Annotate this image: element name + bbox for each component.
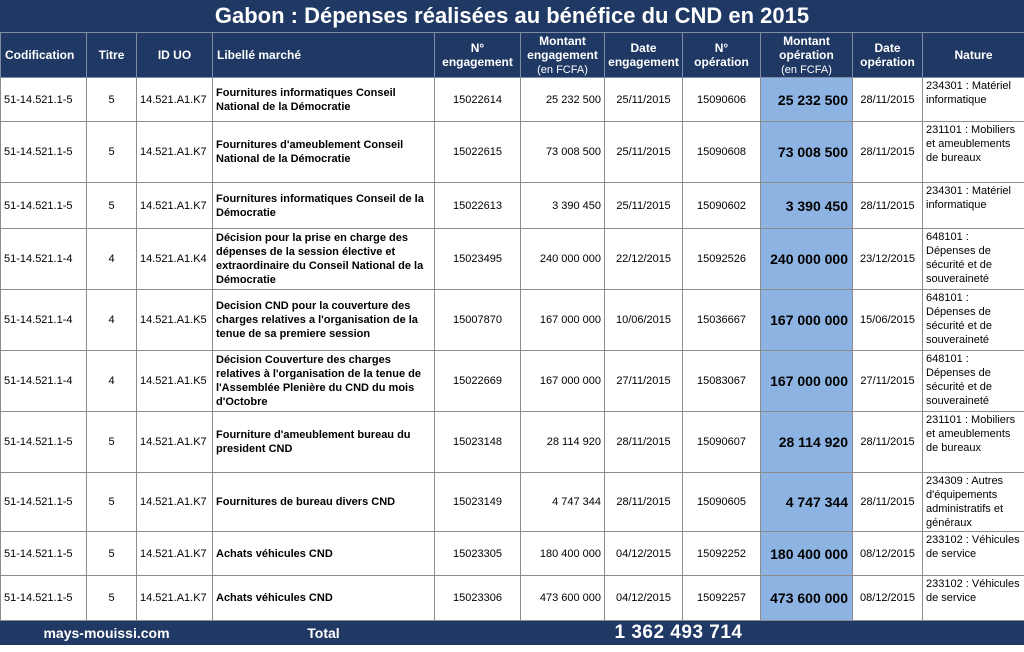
total-value: 1 362 493 714 (435, 621, 923, 645)
cell-codification: 51-14.521.1-5 (1, 122, 87, 183)
cell-codification: 51-14.521.1-5 (1, 78, 87, 122)
cell-libelle: Fourniture d'ameublement bureau du president CND (213, 412, 435, 473)
cell-id-uo: 14.521.A1.K4 (137, 229, 213, 290)
page-title: Gabon : Dépenses réalisées au bénéfice du CND en 2015 (0, 0, 1024, 32)
cell-montant-engagement: 3 390 450 (521, 183, 605, 229)
cell-titre: 5 (87, 183, 137, 229)
cell-montant-engagement: 240 000 000 (521, 229, 605, 290)
table-row (1, 78, 1024, 122)
table-header-row (1, 33, 1024, 78)
cell-n-engagement: 15022614 (435, 78, 521, 122)
cell-id-uo: 14.521.A1.K7 (137, 122, 213, 183)
cell-codification: 51-14.521.1-4 (1, 229, 87, 290)
cell-date-engagement: 10/06/2015 (605, 290, 683, 351)
cell-codification: 51-14.521.1-4 (1, 290, 87, 351)
header-nature: Nature (923, 33, 1024, 78)
cell-date-engagement: 28/11/2015 (605, 412, 683, 473)
cell-montant-engagement: 167 000 000 (521, 351, 605, 412)
header-montant-engagement: Montant engagement (en FCFA) (521, 33, 605, 78)
cell-libelle: Achats véhicules CND (213, 576, 435, 621)
cell-date-engagement: 25/11/2015 (605, 183, 683, 229)
cell-date-operation: 28/11/2015 (853, 183, 923, 229)
cell-nature: 231101 : Mobiliers et ameublements de bureaux (923, 122, 1024, 183)
table-row (1, 473, 1024, 532)
cell-date-operation: 15/06/2015 (853, 290, 923, 351)
cell-date-operation: 28/11/2015 (853, 473, 923, 532)
cell-libelle: Décision pour la prise en charge des dépenses de la session élective et extraordinaire du Conseil National de la Démocratie (213, 229, 435, 290)
cell-montant-operation: 3 390 450 (761, 183, 853, 229)
cell-titre: 5 (87, 122, 137, 183)
cell-date-engagement: 27/11/2015 (605, 351, 683, 412)
cell-montant-operation: 240 000 000 (761, 229, 853, 290)
cell-montant-engagement: 180 400 000 (521, 532, 605, 576)
cell-nature: 233102 : Véhicules de service (923, 532, 1024, 576)
table-row (1, 290, 1024, 351)
site-credit: mays-mouissi.com (1, 621, 213, 645)
cell-date-engagement: 22/12/2015 (605, 229, 683, 290)
cell-montant-operation: 28 114 920 (761, 412, 853, 473)
cell-titre: 4 (87, 351, 137, 412)
cell-codification: 51-14.521.1-5 (1, 183, 87, 229)
cell-libelle: Achats véhicules CND (213, 532, 435, 576)
cell-date-operation: 27/11/2015 (853, 351, 923, 412)
cell-nature: 648101 : Dépenses de sécurité et de souveraineté (923, 290, 1024, 351)
table-row (1, 229, 1024, 290)
cell-montant-engagement: 28 114 920 (521, 412, 605, 473)
cell-date-engagement: 04/12/2015 (605, 576, 683, 621)
cell-montant-engagement: 167 000 000 (521, 290, 605, 351)
cell-montant-operation: 25 232 500 (761, 78, 853, 122)
cell-id-uo: 14.521.A1.K7 (137, 532, 213, 576)
cell-codification: 51-14.521.1-5 (1, 412, 87, 473)
cell-n-operation: 15090602 (683, 183, 761, 229)
cell-id-uo: 14.521.A1.K7 (137, 576, 213, 621)
cell-titre: 5 (87, 576, 137, 621)
cell-nature: 648101 : Dépenses de sécurité et de souveraineté (923, 351, 1024, 412)
table-row (1, 412, 1024, 473)
cell-n-operation: 15083067 (683, 351, 761, 412)
cell-n-engagement: 15022615 (435, 122, 521, 183)
cell-n-engagement: 15023148 (435, 412, 521, 473)
cell-codification: 51-14.521.1-5 (1, 576, 87, 621)
cell-libelle: Fournitures de bureau divers CND (213, 473, 435, 532)
cell-codification: 51-14.521.1-4 (1, 351, 87, 412)
cell-id-uo: 14.521.A1.K5 (137, 290, 213, 351)
table-row (1, 532, 1024, 576)
cell-titre: 5 (87, 412, 137, 473)
header-date-operation: Date opération (853, 33, 923, 78)
cell-id-uo: 14.521.A1.K7 (137, 473, 213, 532)
table-row (1, 183, 1024, 229)
expenses-table (0, 32, 1024, 645)
cell-n-engagement: 15022613 (435, 183, 521, 229)
cell-titre: 4 (87, 229, 137, 290)
cell-nature: 234309 : Autres d'équipements administratifs et généraux (923, 473, 1024, 532)
cell-nature: 234301 : Matériel informatique (923, 183, 1024, 229)
cell-montant-operation: 73 008 500 (761, 122, 853, 183)
cell-montant-engagement: 473 600 000 (521, 576, 605, 621)
cell-n-engagement: 15022669 (435, 351, 521, 412)
cell-n-operation: 15092257 (683, 576, 761, 621)
cell-montant-operation: 473 600 000 (761, 576, 853, 621)
cell-montant-operation: 167 000 000 (761, 290, 853, 351)
cell-n-operation: 15036667 (683, 290, 761, 351)
cell-n-operation: 15092526 (683, 229, 761, 290)
header-id-uo: ID UO (137, 33, 213, 78)
header-montant-operation: Montant opération (en FCFA) (761, 33, 853, 78)
cell-date-operation: 28/11/2015 (853, 78, 923, 122)
cell-n-operation: 15092252 (683, 532, 761, 576)
cell-nature: 231101 : Mobiliers et ameublements de bureaux (923, 412, 1024, 473)
cell-id-uo: 14.521.A1.K7 (137, 412, 213, 473)
cell-libelle: Fournitures d'ameublement Conseil National de la Démocratie (213, 122, 435, 183)
total-row-empty-cell (923, 621, 1024, 645)
cell-montant-operation: 4 747 344 (761, 473, 853, 532)
cell-n-engagement: 15023306 (435, 576, 521, 621)
cell-montant-operation: 180 400 000 (761, 532, 853, 576)
cell-date-engagement: 28/11/2015 (605, 473, 683, 532)
cell-date-operation: 23/12/2015 (853, 229, 923, 290)
cell-n-engagement: 15007870 (435, 290, 521, 351)
header-date-engagement: Date engagement (605, 33, 683, 78)
header-codification: Codification (1, 33, 87, 78)
cell-nature: 233102 : Véhicules de service (923, 576, 1024, 621)
cell-n-engagement: 15023305 (435, 532, 521, 576)
table-row (1, 576, 1024, 621)
cell-date-operation: 28/11/2015 (853, 122, 923, 183)
cell-titre: 4 (87, 290, 137, 351)
cell-date-operation: 08/12/2015 (853, 576, 923, 621)
cell-id-uo: 14.521.A1.K7 (137, 183, 213, 229)
cell-libelle: Décision Couverture des charges relatives à l'organisation de la tenue de l'Assemblée Plenière du CND du mois d'Octobre (213, 351, 435, 412)
cell-montant-engagement: 25 232 500 (521, 78, 605, 122)
cell-libelle: Fournitures informatiques Conseil de la Démocratie (213, 183, 435, 229)
cell-titre: 5 (87, 473, 137, 532)
cell-titre: 5 (87, 532, 137, 576)
cell-codification: 51-14.521.1-5 (1, 473, 87, 532)
cell-n-operation: 15090607 (683, 412, 761, 473)
cell-n-engagement: 15023149 (435, 473, 521, 532)
cell-titre: 5 (87, 78, 137, 122)
header-n-engagement: N° engagement (435, 33, 521, 78)
cell-montant-engagement: 4 747 344 (521, 473, 605, 532)
cell-date-engagement: 25/11/2015 (605, 78, 683, 122)
cell-n-engagement: 15023495 (435, 229, 521, 290)
cell-n-operation: 15090608 (683, 122, 761, 183)
header-libelle: Libellé marché (213, 33, 435, 78)
header-titre: Titre (87, 33, 137, 78)
cell-nature: 648101 : Dépenses de sécurité et de souveraineté (923, 229, 1024, 290)
header-n-operation: N° opération (683, 33, 761, 78)
cell-date-operation: 08/12/2015 (853, 532, 923, 576)
cell-codification: 51-14.521.1-5 (1, 532, 87, 576)
total-row (1, 621, 1024, 645)
table-row (1, 351, 1024, 412)
cell-montant-engagement: 73 008 500 (521, 122, 605, 183)
cell-nature: 234301 : Matériel informatique (923, 78, 1024, 122)
cell-date-engagement: 25/11/2015 (605, 122, 683, 183)
cell-libelle: Decision CND pour la couverture des charges relatives a l'organisation de la tenue de sa premiere session (213, 290, 435, 351)
cell-id-uo: 14.521.A1.K5 (137, 351, 213, 412)
cell-date-operation: 28/11/2015 (853, 412, 923, 473)
cell-n-operation: 15090606 (683, 78, 761, 122)
cell-date-engagement: 04/12/2015 (605, 532, 683, 576)
total-label: Total (213, 621, 435, 645)
cell-montant-operation: 167 000 000 (761, 351, 853, 412)
table-row (1, 122, 1024, 183)
cell-libelle: Fournitures informatiques Conseil National de la Démocratie (213, 78, 435, 122)
cell-n-operation: 15090605 (683, 473, 761, 532)
cell-id-uo: 14.521.A1.K7 (137, 78, 213, 122)
